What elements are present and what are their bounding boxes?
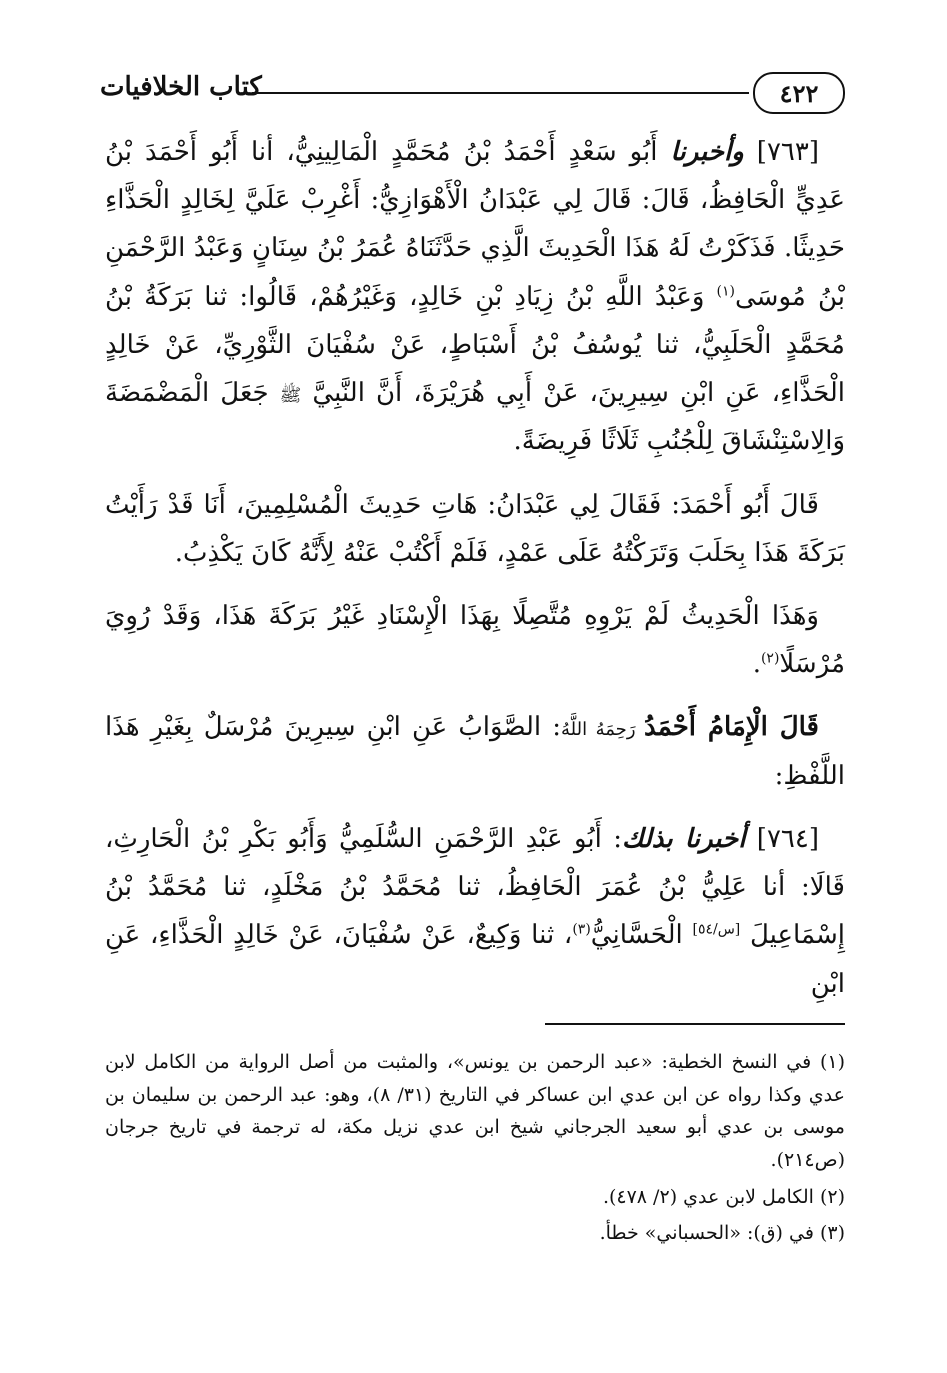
manuscript-marker: [س/٥٤] [692,921,741,938]
hadith-text: وَعَبْدُ اللَّهِ بْنُ زِيَادِ بْنِ خَالِدٍ، وَغَيْرُهُمْ، قَالُوا: ثنا بَرَكَةُ بْنُ مُحَمَّدٍ الْحَلَبِيُّ، ثنا يُوسُفُ بْنُ أَسْبَاطٍ، عَنْ سُفْيَانَ الثَّوْرِيِّ، عَنْ خَالِدٍ الْحَذَّاءِ، عَنِ ابْنِ سِيرِينَ، عَنْ أَبِي هُرَيْرَةَ، أَنَّ النَّبِيَّ [105,281,845,409]
footnote-3: (٣) في (ق): «الحسباني» خطأ. [599,1222,845,1245]
book-title: كتاب الخلافيات [100,72,262,102]
hadith-763 [105,128,845,466]
narration-keyword: أخبرنا بذلك [621,823,746,854]
commentary-paragraph [105,481,845,577]
hadith-text: جَعَلَ الْمَضْمَضَةَ وَالِاسْتِنْشَاقَ لِلْجُنُبِ ثَلَاثًا فَرِيضَةً. [105,378,845,457]
hadith-text: : أَبُو عَبْدِ الرَّحْمَنِ السُّلَمِيُّ وَأَبُو بَكْرِ بْنُ الْحَارِثِ، قَالَا: أنا عَلِيُّ بْنُ عُمَرَ الْحَافِظُ، ثنا مُحَمَّدُ بْنُ مَخْلَدٍ، ثنا مُحَمَّدُ بْنُ إِسْمَاعِيلَ [105,823,846,951]
imam-lead: قَالَ الْإِمَامُ أَحْمَدُ [644,712,819,743]
footnote-separator [545,1023,845,1025]
hadith-text: أَبُو سَعْدٍ أَحْمَدُ بْنُ مُحَمَّدٍ الْمَالِينِيُّ، أنا أَبُو أَحْمَدَ بْنُ عَدِيٍّ الْحَافِظُ، قَالَ: قَالَ لِي عَبْدَانُ الْأَهْوَازِيُّ: أَغْرِبْ عَلَيَّ لِخَالِدٍ الْحَذَّاءِ حَدِيثًا. فَذَكَرْتُ لَهُ هَذَا الْحَدِيثَ الَّذِي حَدَّثَنَاهُ عُمَرُ بْنُ سِنَانٍ وَعَبْدُ الرَّحْمَنِ بْنُ مُوسَى [105,137,846,312]
imam-statement [105,703,845,799]
hadith-number: [٧٦٤] [756,823,819,854]
main-text [105,128,845,1023]
narration-keyword: وأخبرنا [670,137,744,167]
footnotes [105,1046,845,1254]
hadith-text: الْحَسَّانِيُّ [590,920,693,951]
hadith-text: ، ثنا وَكِيعٌ، عَنْ سُفْيَانَ، عَنْ خَالِدٍ الْحَذَّاءِ، عَنِ ابْنِ [105,920,845,999]
salla-symbol: ﷺ [279,385,302,407]
commentary-text: قَالَ أَبُو أَحْمَدَ: فَقَالَ لِي عَبْدَانُ: هَاتِ حَدِيثَ الْمُسْلِمِينَ، أَنَا قَدْ رَأَيْتُ بَرَكَةَ هَذَا بِحَلَبَ وَتَرَكْتُهُ عَلَى عَمْدٍ، فَلَمْ أَكْتُبْ عَنْهُ لِأَنَّهُ كَانَ يَكْذِبُ. [105,489,845,568]
footnote-2: (٢) الكامل لابن عدي (٢/ ٤٧٨). [602,1185,845,1208]
page-number: ٤٢٢ [753,72,845,114]
footnote-1: (١) في النسخ الخطية: «عبد الرحمن بن يونس»، والمثبت من أصل الرواية من الكامل لابن عدي وكذا رواه عن ابن عدي ابن عساكر في التاريخ (٣١/ ٨)، وهو: عبد الرحمن بن سليمان بن موسى بن عدي أبو سعيد الجرجاني شيخ ابن عدي نزيل مكة، له ترجمة في تاريخ جرجان (ص٢١٤). [105,1051,845,1172]
footnote-ref: (٣) [572,921,591,938]
rahimahu-symbol: رَحِمَهُ اللَّهُ [561,719,645,741]
page-header [100,70,845,116]
commentary-text: . [752,649,761,680]
commentary-paragraph [105,592,845,688]
commentary-text: وَهَذَا الْحَدِيثُ لَمْ يَرْوِهِ مُتَّصِلًا بِهَذَا الْإِسْنَادِ غَيْرُ بَرَكَةَ هَذَا، وَقَدْ رُوِيَ مُرْسَلًا [105,600,845,680]
header-rule [252,92,749,94]
footnote-ref: (١) [716,283,736,299]
statement-text: : الصَّوَابُ عَنِ ابْنِ سِيرِينَ مُرْسَلٌ بِغَيْرِ هَذَا اللَّفْظِ: [105,712,845,791]
footnote-ref: (٢) [760,650,780,667]
hadith-764 [105,815,845,1008]
hadith-number: [٧٦٣] [756,137,819,167]
